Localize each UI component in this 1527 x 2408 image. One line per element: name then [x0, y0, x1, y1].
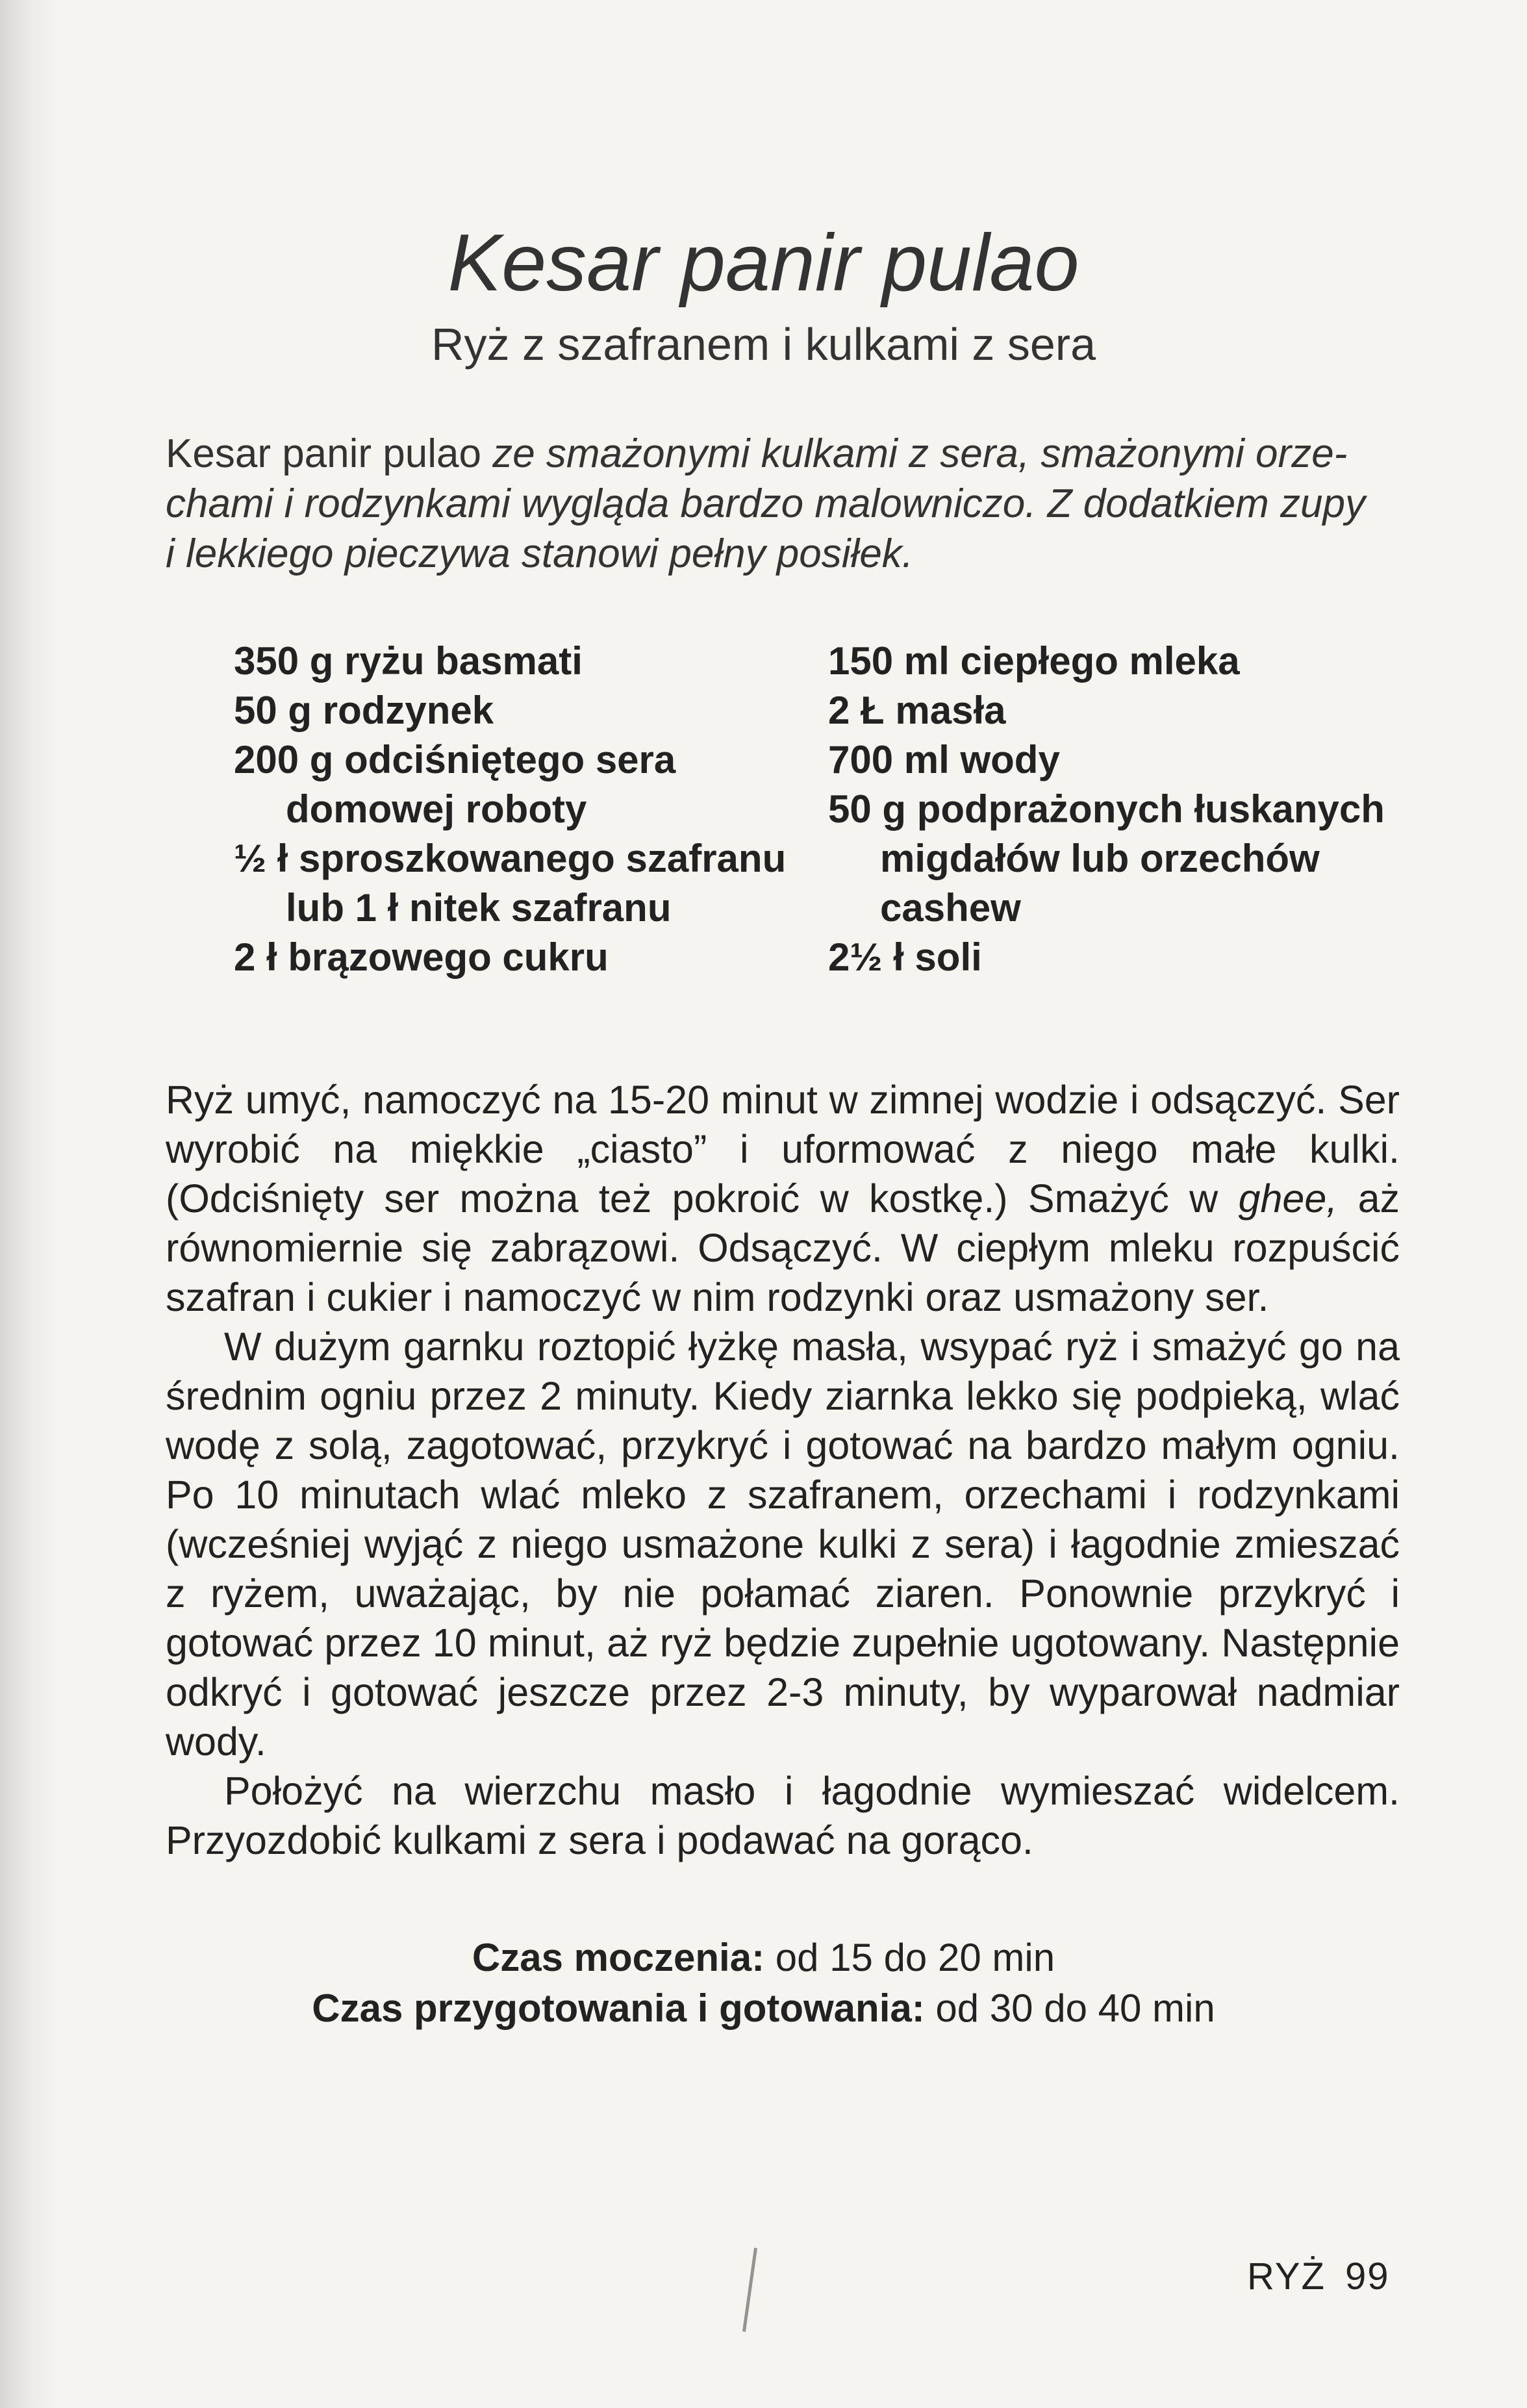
recipe-intro — [166, 429, 1400, 579]
method-ghee-term: ghee, — [1238, 1176, 1338, 1221]
ingredient-item: 350 g ryżu basmati — [234, 639, 583, 683]
recipe-times — [0, 1933, 1527, 2034]
recipe-method — [166, 1075, 1400, 1865]
intro-text-1: ze smażonymi kulkami z sera, smażonymi orze- — [481, 431, 1348, 476]
intro-lead: Kesar panir pulao — [166, 431, 481, 476]
ingredient-item: 50 g podprażonych łuskanych migdałów lub orzechów cashew — [828, 787, 1385, 930]
ingredients-left-column — [234, 637, 792, 982]
cook-time-label: Czas przygotowania i gotowania: — [312, 1986, 925, 2030]
soak-time-label: Czas moczenia: — [472, 1936, 765, 1979]
method-text: aż równomiernie się zabrązowi. Odsączyć. W ciepłym mleku rozpuścić szafran i cukier i namoczyć w nim rodzynki oraz usmażony ser. — [166, 1176, 1400, 1319]
cook-time — [0, 1983, 1527, 2034]
ingredient-item: 50 g rodzynek — [234, 689, 494, 732]
method-paragraph-2: W dużym garnku roztopić łyżkę masła, wsypać ryż i smażyć go na średnim ogniu przez 2 minuty. Kiedy ziarnka lekko się podpieką, wlać wodę z solą, zagotować, przykryć i gotować na bardzo małym ogniu. Po 10 minutach wlać mleko z szafranem, orzechami i rodzynkami (wcześniej wyjąć z niego usmażone kulki z sera) i łagodnie zmieszać z ryżem, uważając, by nie połamać ziaren. Ponownie przykryć i gotować przez 10 minut, aż ryż będzie zupełnie ugotowany. Następnie odkryć i gotować jeszcze przez 2-3 minuty, by wyparował nadmiar wody. — [166, 1324, 1400, 1764]
cook-time-value: od 30 do 40 min — [924, 1986, 1215, 2030]
recipe-title: Kesar panir pulao — [448, 218, 1079, 308]
ingredient-item: 2½ ł soli — [828, 935, 982, 979]
ingredients-right-column — [828, 637, 1387, 982]
soak-time-value: od 15 do 20 min — [764, 1936, 1055, 1979]
soak-time — [0, 1933, 1527, 1983]
ingredient-item: ½ ł sproszkowanego szafranu lub 1 ł nitek szafranu — [234, 837, 787, 930]
method-text: Ryż umyć, namoczyć na 15-20 minut w zimnej wodzie i odsączyć. Ser wyrobić na miękkie „ciasto” i uformować z niego małe kulki. (Odciśnięty ser można też pokroić w kostkę.) Smażyć w — [166, 1078, 1400, 1221]
pencil-mark — [742, 2248, 757, 2331]
method-paragraph-1 — [166, 1075, 1400, 1322]
section-name: RYŻ — [1247, 2255, 1326, 2298]
intro-text-3: i lekkiego pieczywa stanowi pełny posiłek. — [166, 531, 914, 576]
ingredient-item: 700 ml wody — [828, 738, 1060, 781]
page-footer — [1247, 2251, 1389, 2303]
method-paragraph-3: Położyć na wierzchu masło i łagodnie wymieszać widelcem. Przyozdobić kulkami z sera i podawać na gorąco. — [166, 1769, 1400, 1862]
ingredient-item: 2 Ł masła — [828, 689, 1006, 732]
ingredient-item: 150 ml ciepłego mleka — [828, 639, 1240, 683]
ingredient-item: 2 ł brązowego cukru — [234, 935, 609, 979]
page-number: 99 — [1344, 2255, 1390, 2298]
recipe-subtitle: Ryż z szafranem i kulkami z sera — [431, 319, 1096, 370]
intro-text-2: chami i rodzynkami wygląda bardzo malowniczo. Z dodatkiem zupy — [166, 481, 1366, 526]
ingredient-item: 200 g odciśniętego sera domowej roboty — [234, 738, 676, 831]
